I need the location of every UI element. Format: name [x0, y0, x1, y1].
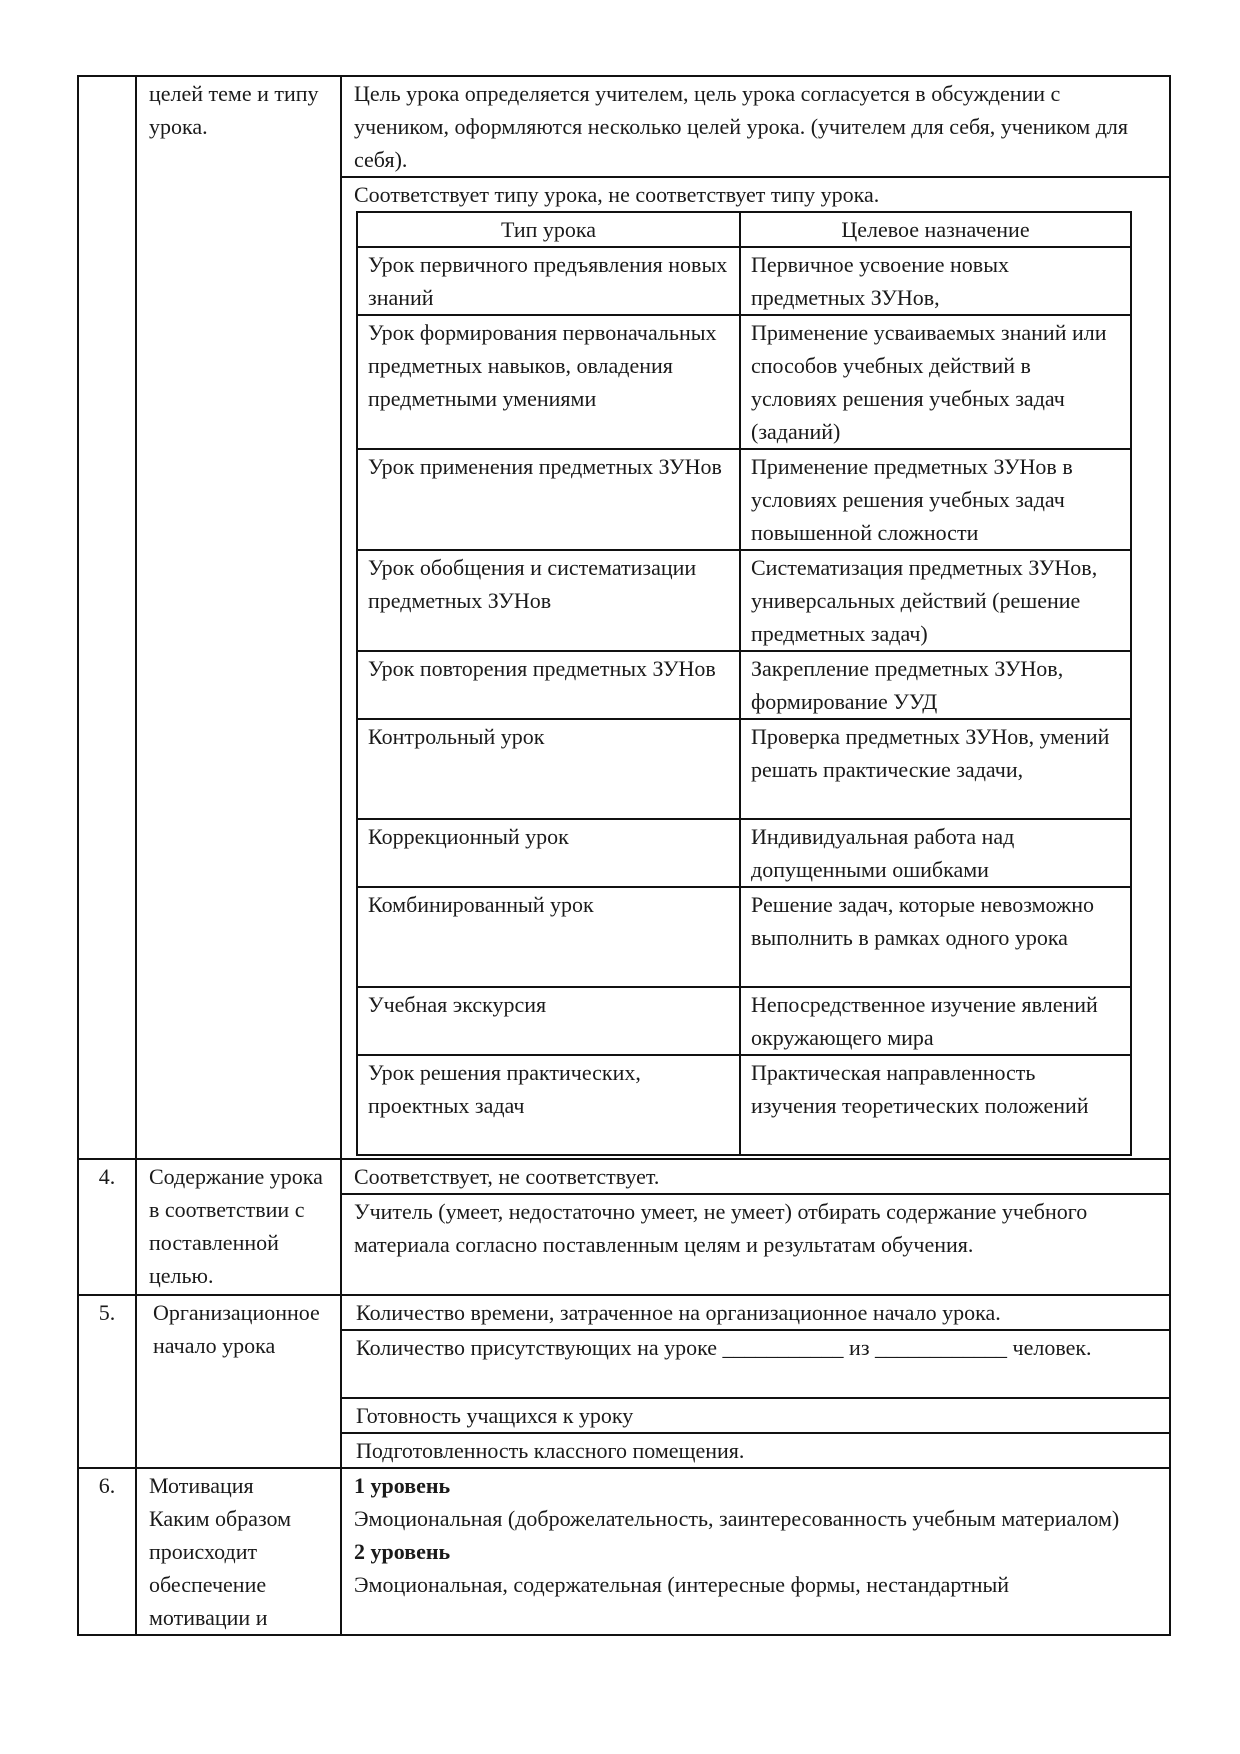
- lesson-type-cell: Коррекционный урок: [357, 819, 740, 887]
- row-number-cell: 4.: [78, 1159, 136, 1295]
- lesson-purpose-cell: Индивидуальная работа над допущенными ошибками: [740, 819, 1131, 887]
- lesson-type-cell: Урок решения практических, проектных задач: [357, 1055, 740, 1155]
- criterion-content: Соответствует, не соответствует.: [341, 1159, 1170, 1194]
- criterion-content: [341, 177, 1170, 1159]
- lesson-type-cell: Урок обобщения и систематизации предметных ЗУНов: [357, 550, 740, 651]
- lesson-types-header-row: [357, 212, 1131, 247]
- lesson-type-cell: Урок формирования первоначальных предметных навыков, овладения предметными умениями: [357, 315, 740, 449]
- attendance-people-text: человек.: [1012, 1335, 1092, 1360]
- criterion-label-title: Мотивация: [149, 1473, 254, 1498]
- attendance-blank-present: ___________: [722, 1335, 844, 1360]
- table-row: [78, 1468, 1170, 1635]
- lesson-type-cell: Урок применения предметных ЗУНов: [357, 449, 740, 550]
- criterion-label: Организационное начало урока: [136, 1295, 341, 1468]
- table-row: [78, 1159, 1170, 1194]
- lesson-type-cell: Урок первичного предъявления новых знаний: [357, 247, 740, 315]
- criterion-content-text: Соответствует типу урока, не соответствует типу урока.: [354, 182, 880, 207]
- lesson-types-row: [357, 987, 1131, 1055]
- lesson-purpose-cell: Непосредственное изучение явлений окружающего мира: [740, 987, 1131, 1055]
- lesson-type-cell: Контрольный урок: [357, 719, 740, 819]
- lesson-types-table: [356, 211, 1132, 1156]
- row-number-cell: [78, 76, 136, 1159]
- lesson-purpose-cell: Систематизация предметных ЗУНов, универсальных действий (решение предметных задач): [740, 550, 1131, 651]
- lesson-type-cell: Учебная экскурсия: [357, 987, 740, 1055]
- lesson-purpose-cell: Закрепление предметных ЗУНов, формирование УУД: [740, 651, 1131, 719]
- lesson-types-row: [357, 247, 1131, 315]
- table-row: [78, 1295, 1170, 1330]
- lesson-purpose-cell: Практическая направленность изучения теоретических положений: [740, 1055, 1131, 1155]
- criterion-label: Содержание урока в соответствии с поставленной целью.: [136, 1159, 341, 1295]
- lesson-types-row: [357, 819, 1131, 887]
- criterion-label: целей теме и типу урока.: [136, 76, 341, 1159]
- criterion-content: Цель урока определяется учителем, цель урока согласуется в обсуждении с учеником, оформляются несколько целей урока. (учителем для себя, учеником для себя).: [341, 76, 1170, 177]
- row-number-cell: 5.: [78, 1295, 136, 1468]
- criterion-content: Готовность учащихся к уроку: [341, 1398, 1170, 1433]
- lesson-type-cell: Комбинированный урок: [357, 887, 740, 987]
- row-number-cell: 6.: [78, 1468, 136, 1635]
- attendance-text: Количество присутствующих на уроке: [356, 1335, 718, 1360]
- lesson-analysis-table: [77, 75, 1171, 1636]
- lesson-types-row: [357, 315, 1131, 449]
- lesson-types-row: [357, 1055, 1131, 1155]
- level-1-title: 1 уровень: [354, 1473, 451, 1498]
- lesson-purpose-cell: Применение предметных ЗУНов в условиях решения учебных задач повышенной сложности: [740, 449, 1131, 550]
- lesson-types-row: [357, 887, 1131, 987]
- attendance-of-text: из: [849, 1335, 870, 1360]
- lesson-types-row: [357, 651, 1131, 719]
- level-2-text: Эмоциональная, содержательная (интересные формы, нестандартный: [354, 1572, 1010, 1597]
- criterion-label: [136, 1468, 341, 1635]
- criterion-content: [341, 1330, 1170, 1398]
- criterion-label-text: Каким образом происходит обеспечение мотивации и: [149, 1506, 292, 1630]
- lesson-purpose-cell: Решение задач, которые невозможно выполнить в рамках одного урока: [740, 887, 1131, 987]
- criterion-content: [341, 1468, 1170, 1635]
- table-row: [78, 76, 1170, 177]
- lesson-type-cell: Урок повторения предметных ЗУНов: [357, 651, 740, 719]
- lesson-purpose-cell: Первичное усвоение новых предметных ЗУНов,: [740, 247, 1131, 315]
- lesson-types-row: [357, 550, 1131, 651]
- level-1-text: Эмоциональная (доброжелательность, заинтересованность учебным материалом): [354, 1506, 1120, 1531]
- lesson-purpose-cell: Проверка предметных ЗУНов, умений решать практические задачи,: [740, 719, 1131, 819]
- lesson-types-row: [357, 719, 1131, 819]
- lesson-purpose-header: Целевое назначение: [740, 212, 1131, 247]
- lesson-purpose-cell: Применение усваиваемых знаний или способов учебных действий в условиях решения учебных задач (заданий): [740, 315, 1131, 449]
- criterion-content: Подготовленность классного помещения.: [341, 1433, 1170, 1468]
- level-2-title: 2 уровень: [354, 1539, 451, 1564]
- attendance-blank-total: ____________: [875, 1335, 1008, 1360]
- lesson-type-header: Тип урока: [357, 212, 740, 247]
- lesson-types-row: [357, 449, 1131, 550]
- criterion-content: Учитель (умеет, недостаточно умеет, не умеет) отбирать содержание учебного материала согласно поставленным целям и результатам обучения.: [341, 1194, 1170, 1295]
- criterion-content: Количество времени, затраченное на организационное начало урока.: [341, 1295, 1170, 1330]
